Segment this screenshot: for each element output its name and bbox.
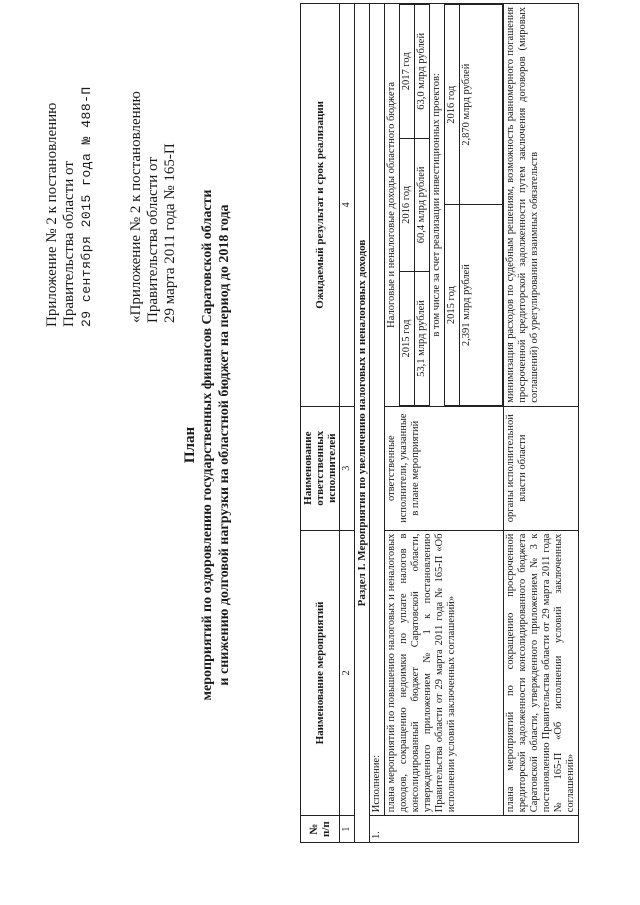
revenue-value: 60,4 млрд рублей (415, 138, 430, 272)
table-header-row (301, 4, 340, 843)
appendix-current (44, 86, 95, 327)
table-row (504, 4, 579, 843)
appendix-previous (128, 91, 179, 323)
table-row (385, 4, 504, 843)
column-number: 3 (340, 406, 355, 530)
column-number: 1 (340, 816, 355, 843)
appendix-previous-line1: «Приложение № 2 к постановлению (128, 91, 144, 323)
result-tax-revenue (385, 4, 504, 407)
column-number: 2 (340, 530, 355, 816)
revenue-year: 2016 год (400, 138, 415, 272)
plan-table (300, 3, 579, 843)
appendix-current-line1: Приложение № 2 к постановлению (44, 102, 60, 327)
investment-year: 2015 год (445, 205, 460, 405)
revenue-value: 63,0 млрд рублей (415, 5, 430, 139)
column-number-row (340, 4, 355, 843)
header-result: Ожидаемый результат и срок реализации (301, 4, 340, 407)
header-measures: Наименование мероприятий (301, 530, 340, 816)
executor-tax-revenue: ответственные исполнители, указанные в плане мероприятий (385, 406, 504, 530)
revenue-value-row (415, 5, 430, 406)
executor-payables: органы исполнительной власти области (504, 406, 579, 530)
measure-payables: плана мероприятий по сокращению просроченной кредиторской задолженности консолидированного бюджета Саратовской области, утвержденного приложением № 3 к постановлению Правительства области от 29 марта 2011 года № 165-П «Об исполнении условий заключенных соглашений» (504, 530, 579, 816)
row-intro: Исполнение: (370, 4, 385, 816)
revenue-year: 2015 год (400, 272, 415, 406)
investment-year: 2016 год (445, 5, 460, 205)
appendix-previous-line2: Правительства области от (145, 157, 161, 323)
title-line-1: мероприятий по оздоровлению государственных финансов Саратовской области (200, 189, 215, 701)
revenue-value: 53,1 млрд рублей (415, 272, 430, 406)
row-number: 1. (370, 816, 579, 843)
column-number: 4 (340, 4, 355, 407)
measure-tax-revenue: плана мероприятий по повышению налоговых и неналоговых доходов, сокращению недоимки по уплате налогов в консолидированный бюджет Саратовской области, утвержденного приложением № 1 к постановлению Правительства области от 29 марта 2011 года № 165-П «Об исполнении условий заключенных соглашений» (385, 530, 504, 816)
table-row (370, 4, 385, 843)
revenue-year-row (400, 5, 415, 406)
result-payables: минимизация расходов по судебным решениям, возможность равномерного погашения просроченной кредиторской задолженности путем заключения договоров (мировых соглашений) об урегулировании взаимных обязательств (504, 4, 579, 407)
section-row (355, 4, 370, 843)
revenue-year: 2017 год (400, 5, 415, 139)
investment-title: в том числе за счет реализации инвестиционных проектов: (431, 73, 442, 337)
appendix-current-date-number: 29 сентября 2015 года № 488-П (79, 86, 94, 327)
section-1-title: Раздел I. Мероприятия по увеличению налоговых и неналоговых доходов (355, 4, 370, 843)
title-line-2: и снижению долговой нагрузки на областной бюджет на период до 2018 года (217, 204, 232, 686)
revenue-title: Налоговые и неналоговые доходы областного бюджета (386, 81, 397, 328)
header-number: № п/п (301, 816, 340, 843)
document-title (182, 135, 233, 755)
appendix-previous-line3: 29 марта 2011 года № 165-П (162, 143, 178, 323)
investment-value: 2,391 млрд рублей (460, 205, 503, 405)
header-executors: Наименование ответственных исполнителей (301, 406, 340, 530)
appendix-current-line2: Правительства области от (61, 161, 77, 327)
investment-value: 2,870 млрд рублей (460, 5, 503, 205)
investment-year-row (445, 5, 460, 406)
title-heading: План (182, 426, 198, 464)
revenue-subtable (399, 4, 430, 406)
investment-value-row (460, 5, 503, 406)
investment-subtable (444, 4, 503, 406)
